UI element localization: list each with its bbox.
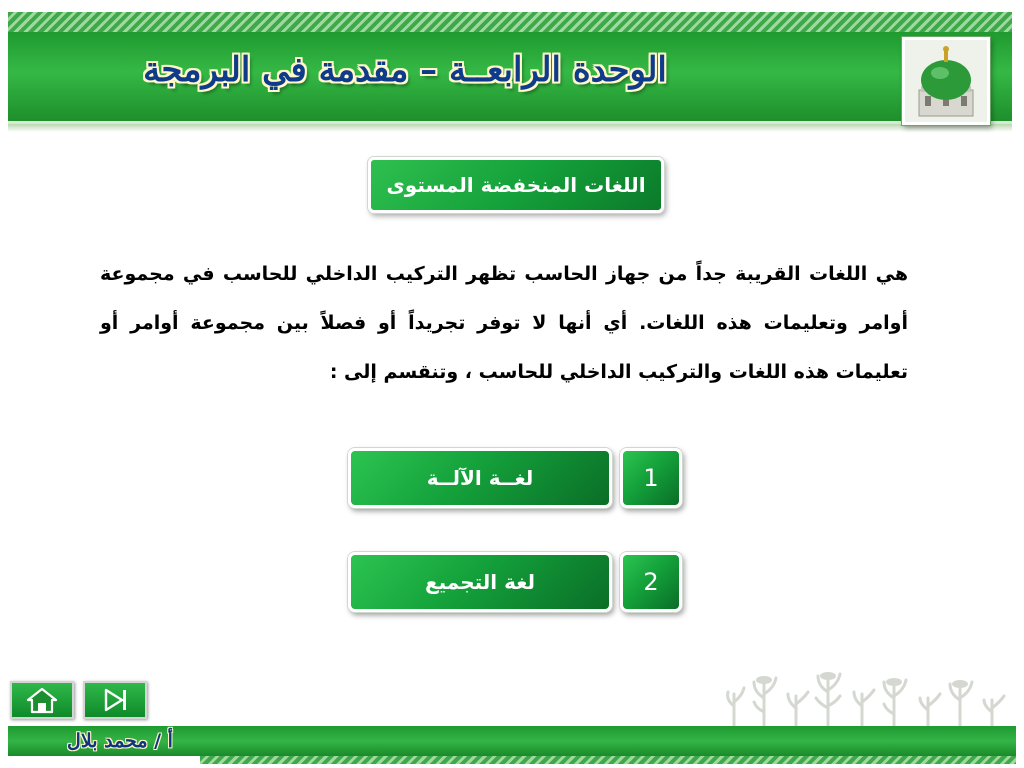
section-heading: اللغات المنخفضة المستوى — [368, 157, 664, 213]
logo — [902, 37, 990, 125]
next-slide-icon — [98, 686, 132, 714]
item-button-machine-language[interactable]: لغــة الآلــة — [348, 448, 612, 508]
plants-decoration-icon — [724, 672, 1014, 728]
header-top-stripe — [8, 12, 1012, 32]
next-button[interactable] — [83, 681, 147, 719]
description-paragraph: هي اللغات القريبة جداً من جهاز الحاسب تظهر التركيب الداخلي للحاسب في مجموعة أوامر وتعليمات هذه اللغات. أي أنها لا توفر تجريداً أو فصلاً بين مجموعة أوامر أو تعليمات هذه اللغات والتركيب الداخلي للحاسب ، وتنقسم إلى : — [100, 263, 908, 383]
item-number-2[interactable]: 2 — [620, 552, 682, 612]
home-icon — [25, 686, 59, 714]
footer-stripe — [200, 756, 1016, 764]
item-button-assembly-language[interactable]: لغة التجميع — [348, 552, 612, 612]
page-title: الوحدة الرابعــة – مقدمة في البرمجة — [143, 50, 667, 90]
header-shadow — [8, 124, 1012, 132]
plants-decoration — [724, 672, 1014, 728]
mosque-dome-icon — [905, 40, 987, 122]
home-button[interactable] — [10, 681, 74, 719]
author-credit: أ / محمد بلال — [67, 730, 173, 752]
item-number-1[interactable]: 1 — [620, 448, 682, 508]
